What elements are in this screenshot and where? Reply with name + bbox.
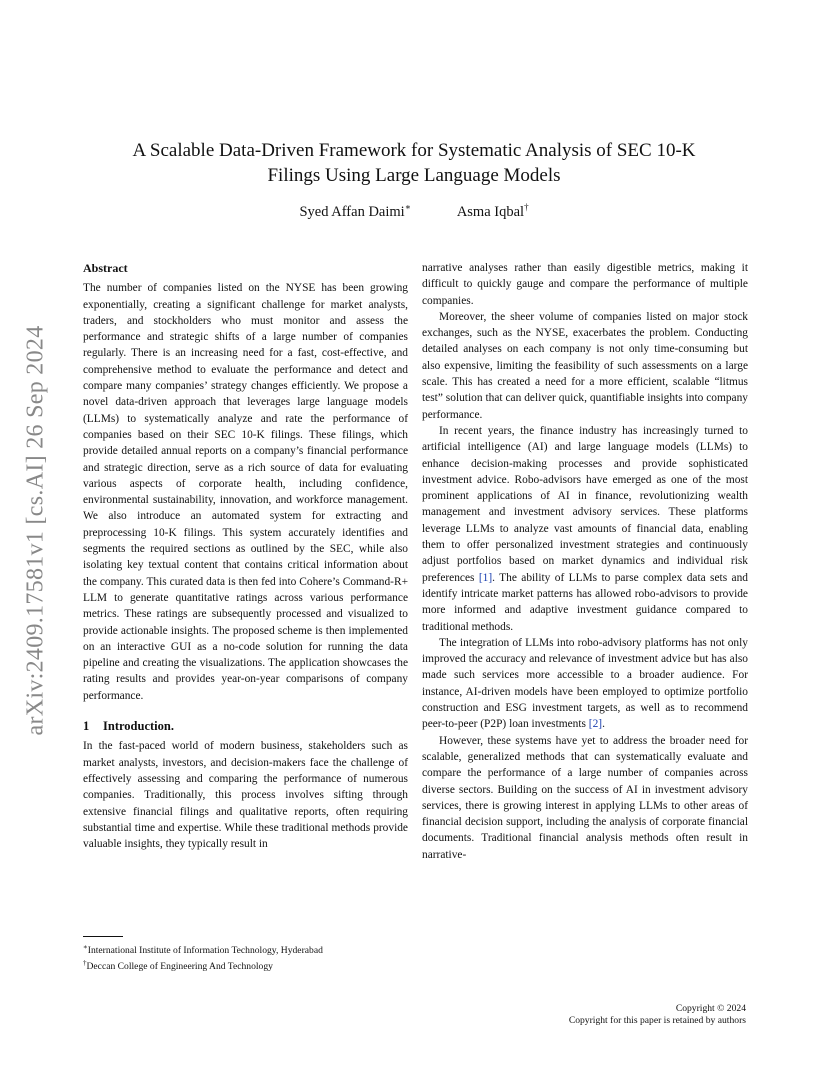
citation-link[interactable]: [1] [478,571,493,584]
author-affiliation-mark: ∗ [404,202,411,213]
copyright-notice [569,1003,746,1027]
abstract-heading: Abstract [83,261,128,275]
citation-link[interactable]: [2] [588,718,603,731]
paragraph: Moreover, the sheer volume of companies listed on major stock exchanges, such as the NYSE, exacerbates the problem. Conducting detailed analyses on each company is not only time-consuming but also expensive, limiting the feasibility of such assessments on a large scale. This has created a need for a more efficient, scalable “litmus test” solution that can deliver quick, quantifiable insights into company performance. [422,310,748,421]
right-column [422,260,748,863]
paper-title [90,138,738,188]
section-number: 1 [83,719,90,734]
copyright-line: Copyright for this paper is retained by authors [568,1015,746,1026]
footnote-divider [83,936,123,937]
author-affiliation-mark: † [524,202,529,213]
footnote: †Deccan College of Engineering And Technology [83,959,273,973]
abstract-body: The number of companies listed on the NYSE has been growing exponentially, creating a significant challenge for market analysts, traders, and stockholders who must monitor and assess the performance and strategic shifts of a large number of companies regularly. There is an increasing need for a fast, cost-effective, and comprehensive method to evaluate the performance and detect and compare many companies’ strategy changes efficiently. We propose a novel data-driven approach that leverages large language models (LLMs) to systematically analyze and rate the performance of companies based on their SEC 10-K filings. These filings, which provide detailed annual reports on a company’s financial performance and strategic direction, serve as a rich source of data for evaluating various aspects of corporate health, including confidence, environmental sustainability, innovation, and workforce management. We also introduce an automated system for extracting and preprocessing 10-K filings. This system accurately identifies and segments the required sections as outlined by the SEC, while also isolating key textual content that contains critical information about the company. This curated data is then fed into Cohere’s Command-R+ LLM to generate quantitative ratings across various performance metrics. These ratings are subsequently processed and visualized to provide actionable insights. The proposed scheme is then implemented on an interactive GUI as a no-code solution for running the data pipeline and creating the visualizations. The application showcases the rating results and provides year-on-year comparisons of company performance. [83,282,408,702]
arxiv-identifier-stamp [16,300,56,760]
section-title: Introduction. [103,719,174,734]
paragraph: In recent years, the finance industry has increasingly turned to artificial intelligence (AI) and large language models (LLMs) to enhance decision-making processes and provide sophisticated investment advice. Robo-advisors have emerged as one of the most prominent applications of AI in finance, revolutionizing wealth management and investment advisory services. These platforms leverage LLMs to analyze vast amounts of financial data, enabling them to offer personalized investment strategies and continuously adjust portfolios based on market dynamics and individual risk preferences [1]. The ability of LLMs to parse complex data sets and identify intricate market patterns has allowed robo-advisors to provide more informed and adaptive investment guidance compared to traditional methods. [422,424,748,633]
paragraph-continued: narrative analyses rather than easily digestible metrics, making it difficult to quickly gauge and compare the performance of multiple companies. [422,262,748,307]
left-column [83,260,408,852]
author-list [90,204,738,221]
title-line-1: A Scalable Data-Driven Framework for Systematic Analysis of SEC 10-K [132,140,696,161]
footnotes [83,941,413,973]
arxiv-identifier-text: arXiv:2409.17581v1 [cs.AI] 26 Sep 2024 [22,324,49,736]
title-line-2: Filings Using Large Language Models [267,165,561,186]
author: Asma Iqbal† [456,202,529,220]
author: Syed Affan Daimi∗ [299,202,411,220]
copyright-line: Copyright © 2024 [675,1003,746,1014]
footnote: ∗International Institute of Information Technology, Hyderabad [83,943,323,957]
paragraph: The integration of LLMs into robo-advisory platforms has not only improved the accuracy and relevance of investment advice but has also made such services more accessible to a broader audience. For instance, AI-driven models have been employed to optimize portfolio construction and ESG investment targets, as well as to recommend peer-to-peer (P2P) loan investments [2]. [422,636,748,731]
paragraph: However, these systems have yet to address the broader need for scalable, generalized methods that can systematically evaluate and compare the performance of a large number of companies across diverse sectors. Building on the success of AI in investment advisory services, there is growing interest in applying LLMs to other areas of financial decision support, including the analysis of corporate financial documents. Traditional financial analysis methods often result in narrative- [422,734,748,861]
section-heading-introduction [83,718,408,734]
intro-paragraph: In the fast-paced world of modern business, stakeholders such as market analysts, investors, and decision-makers face the challenge of effectively assessing and comparing the performance of numerous companies. Traditionally, this process involves sifting through extensive financial filings and qualitative reports, often requiring substantial time and expertise. While these traditional methods provide valuable insights, they typically result in [83,740,408,851]
